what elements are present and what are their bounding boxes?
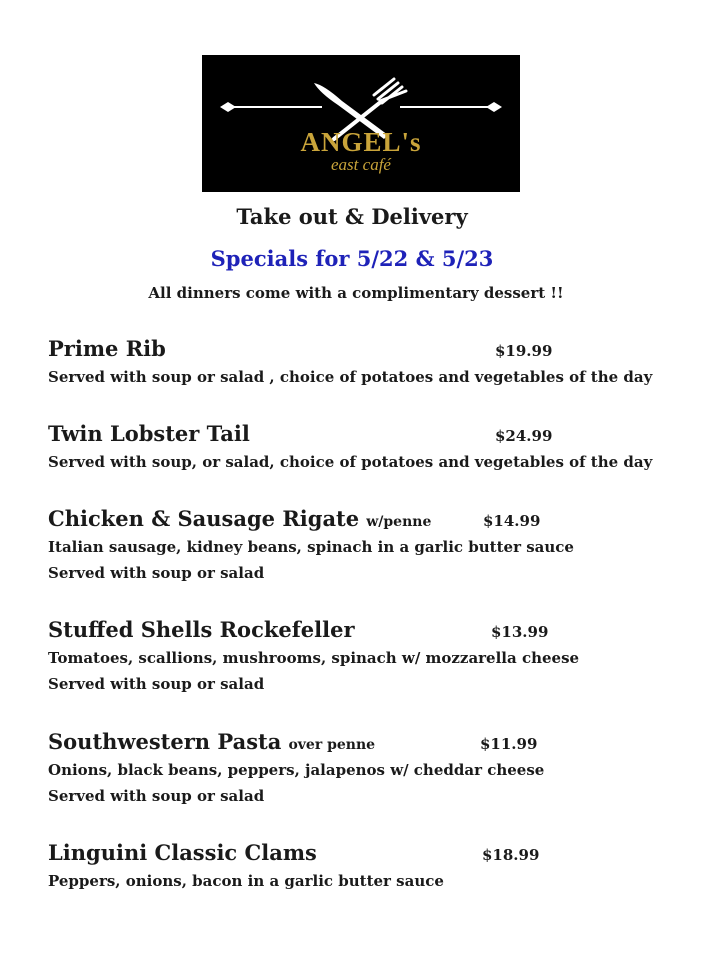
menu-item-description: Served with soup or salad , choice of potatoes and vegetables of the day [48, 368, 653, 386]
menu-item-description: Italian sausage, kidney beans, spinach in a garlic butter sauce [48, 538, 574, 556]
menu-item-description: Served with soup or salad [48, 564, 265, 582]
menu-item-stuffed-shells [48, 615, 688, 697]
takeout-heading: Take out & Delivery [236, 204, 468, 229]
specials-heading: Specials for 5/22 & 5/23 [210, 246, 494, 271]
menu-item-price: $13.99 [491, 623, 549, 641]
menu-item-title [48, 419, 688, 449]
menu-item-note: w/penne [366, 514, 432, 530]
menu-item-linguini-clams [48, 838, 688, 894]
menu-item-price: $11.99 [480, 735, 538, 753]
dessert-note: All dinners come with a complimentary dessert !! [148, 284, 564, 302]
menu-item-description: Served with soup or salad [48, 675, 265, 693]
menu-item-chicken-sausage-rigate [48, 504, 688, 586]
menu-item-description: Tomatoes, scallions, mushrooms, spinach w/ mozzarella cheese [48, 649, 580, 667]
menu-item-prime-rib [48, 334, 688, 390]
menu-item-price: $19.99 [495, 342, 553, 360]
menu-item-description: Peppers, onions, bacon in a garlic butter sauce [48, 872, 444, 890]
menu-item-name: Stuffed Shells Rockefeller [48, 617, 355, 642]
left-ornament-line [220, 102, 322, 112]
menu-item-southwestern-pasta [48, 727, 688, 809]
menu-item-description: Served with soup or salad [48, 787, 265, 805]
menu-item-price: $18.99 [482, 846, 540, 864]
menu-item-title [48, 838, 688, 868]
menu-item-title [48, 504, 688, 534]
menu-item-name: Prime Rib [48, 336, 166, 361]
menu-item-description: Served with soup, or salad, choice of potatoes and vegetables of the day [48, 453, 653, 471]
menu-item-title [48, 727, 688, 757]
menu-item-twin-lobster-tail [48, 419, 688, 475]
logo-subtitle: east café [331, 155, 391, 174]
menu-item-name: Chicken & Sausage Rigate [48, 506, 360, 531]
menu-item-price: $14.99 [483, 512, 541, 530]
menu-item-title [48, 334, 688, 364]
menu-item-name: Linguini Classic Clams [48, 840, 317, 865]
restaurant-logo [202, 55, 520, 192]
right-ornament-line [400, 102, 502, 112]
menu-item-description: Onions, black beans, peppers, jalapenos w/ cheddar cheese [48, 761, 545, 779]
menu-item-name: Twin Lobster Tail [48, 421, 250, 446]
menu-item-title [48, 615, 688, 645]
menu-item-note: over penne [288, 737, 376, 753]
menu-item-name: Southwestern Pasta [48, 729, 282, 754]
logo-name: ANGEL's [300, 127, 422, 157]
menu-item-price: $24.99 [495, 427, 553, 445]
